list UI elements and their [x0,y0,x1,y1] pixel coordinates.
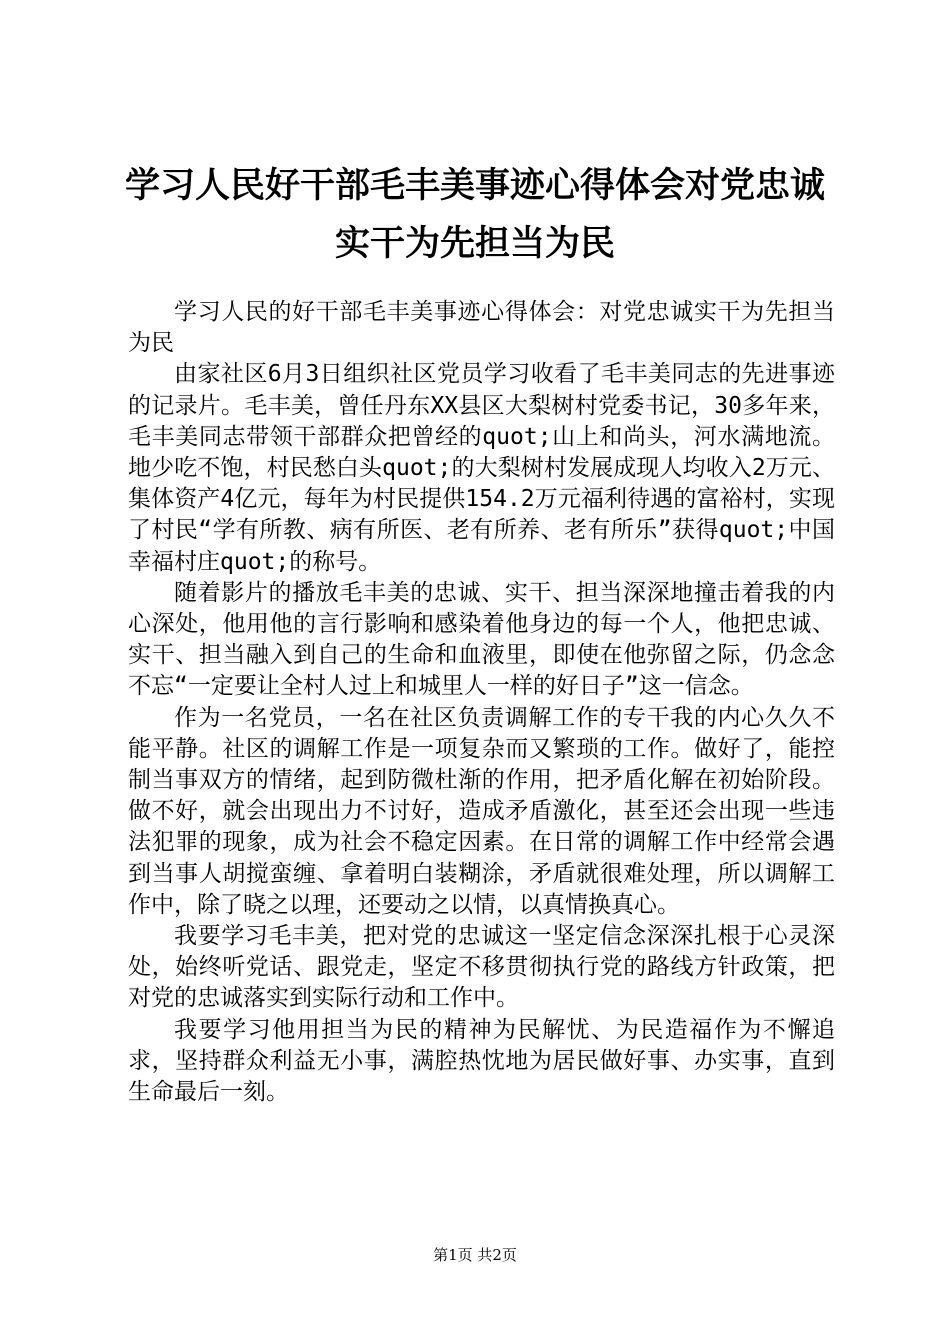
paragraph: 我要学习毛丰美，把对党的忠诚这一坚定信念深深扎根于心灵深处，始终听党话、跟党走，坚定不移贯彻执行党的路线方针政策，把对党的忠诚落实到实际行动和工作中。 [128,923,835,1012]
document-title-line-2: 实干为先担当为民 [334,223,615,264]
page-footer: 第1页 共2页 [433,1246,517,1264]
paragraph: 由家社区6月3日组织社区党员学习收看了毛丰美同志的先进事迹的记录片。毛丰美，曾任丹东XX县区大梨树村党委书记，30多年来，毛丰美同志带领干部群众把曾经的quot;山上和尚头，河水满地流。地少吃不饱，村民愁白头quot;的大梨树村发展成现人均收入2万元、集体资产4亿元，每年为村民提供154.2万元福利待遇的富裕村，实现了村民“学有所教、病有所医、老有所养、老有所乐”获得quot;中国幸福村庄quot;的称号。 [128,361,835,575]
paragraph: 随着影片的播放毛丰美的忠诚、实干、担当深深地撞击着我的内心深处，他用他的言行影响和感染着他身边的每一个人，他把忠诚、实干、担当融入到自己的生命和血液里，即使在他弥留之际，仍念念不忘“一定要让全村人过上和城里人一样的好日子”这一信念。 [128,579,835,700]
paragraph-subtitle: 学习人民的好干部毛丰美事迹心得体会：对党忠诚实干为先担当为民 [128,299,835,357]
document-title-line-1: 学习人民好干部毛丰美事迹心得体会对党忠诚 [124,165,825,206]
paragraph: 作为一名党员，一名在社区负责调解工作的专干我的内心久久不能平静。社区的调解工作是一项复杂而又繁琐的工作。做好了，能控制当事双方的情绪，起到防微杜渐的作用，把矛盾化解在初始阶段。做不好，就会出现出力不讨好，造成矛盾激化，甚至还会出现一些违法犯罪的现象，成为社会不稳定因素。在日常的调解工作中经常会遇到当事人胡搅蛮缠、拿着明白装糊涂，矛盾就很难处理，所以调解工作中，除了晓之以理，还要动之以情，以真情换真心。 [128,704,835,918]
paragraph: 我要学习他用担当为民的精神为民解忧、为民造福作为不懈追求，坚持群众利益无小事，满腔热忱地为居民做好事、办实事，直到生命最后一刻。 [128,1016,835,1106]
document-body [128,297,835,1108]
